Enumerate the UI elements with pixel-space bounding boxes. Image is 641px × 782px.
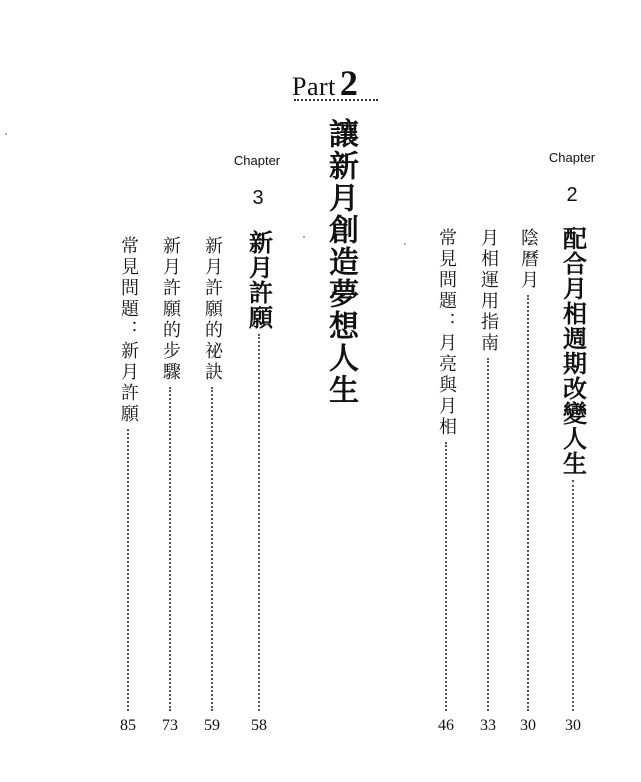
- toc-entry-text: 新月許願的步驟: [160, 236, 181, 383]
- chapter-2-label: Chapter: [548, 150, 596, 165]
- leader-dots: [211, 387, 213, 711]
- leader-dots: [572, 480, 574, 711]
- page-number: 73: [162, 717, 178, 734]
- leader-dots: [169, 387, 171, 711]
- page-number: 30: [520, 717, 536, 734]
- toc-entry-text: 常見問題：月亮與月相: [436, 228, 457, 438]
- page-number: 58: [251, 717, 267, 734]
- scan-speck: [303, 236, 305, 238]
- page-number: 59: [204, 717, 220, 734]
- toc-entry-text: 陰曆月: [518, 228, 539, 291]
- chapter-2-number: 2: [566, 184, 578, 206]
- leader-dots: [127, 429, 129, 711]
- chapter-2-title-column: [557, 226, 589, 711]
- chapter-3-entry-1: [196, 236, 228, 711]
- toc-entry-text: 新月許願的祕訣: [202, 236, 223, 383]
- page-number: 33: [480, 717, 496, 734]
- leader-dots: [487, 358, 489, 711]
- leader-dots: [258, 334, 260, 711]
- leader-dots: [445, 442, 447, 711]
- chapter-3-label: Chapter: [233, 153, 281, 168]
- toc-entry-text: 月相運用指南: [478, 228, 499, 354]
- chapter-3-entry-2: [154, 236, 186, 711]
- part-word: Part: [292, 72, 336, 101]
- part-heading: [292, 62, 382, 102]
- scan-speck: [5, 133, 7, 135]
- leader-dots: [527, 295, 529, 711]
- part-underline: [294, 99, 378, 101]
- page-number: 30: [565, 717, 581, 734]
- scan-speck: [404, 243, 406, 245]
- chapter-3-title: 新月許願: [244, 230, 273, 330]
- chapter-3-number: 3: [252, 187, 264, 209]
- page-number: 46: [438, 717, 454, 734]
- part-title: 讓新月創造夢想人生: [323, 118, 358, 406]
- part-title-column: [320, 118, 360, 448]
- chapter-2-entry-3: [430, 228, 462, 711]
- chapter-2-entry-2: [472, 228, 504, 711]
- part-number: 2: [339, 63, 358, 103]
- toc-entry-text: 常見問題：新月許願: [118, 236, 139, 425]
- chapter-2-entry-1: [512, 228, 544, 711]
- chapter-3-entry-3: [112, 236, 144, 711]
- chapter-3-title-column: [243, 230, 275, 711]
- chapter-2-title: 配合月相週期改變人生: [558, 226, 587, 476]
- page-number: 85: [120, 717, 136, 734]
